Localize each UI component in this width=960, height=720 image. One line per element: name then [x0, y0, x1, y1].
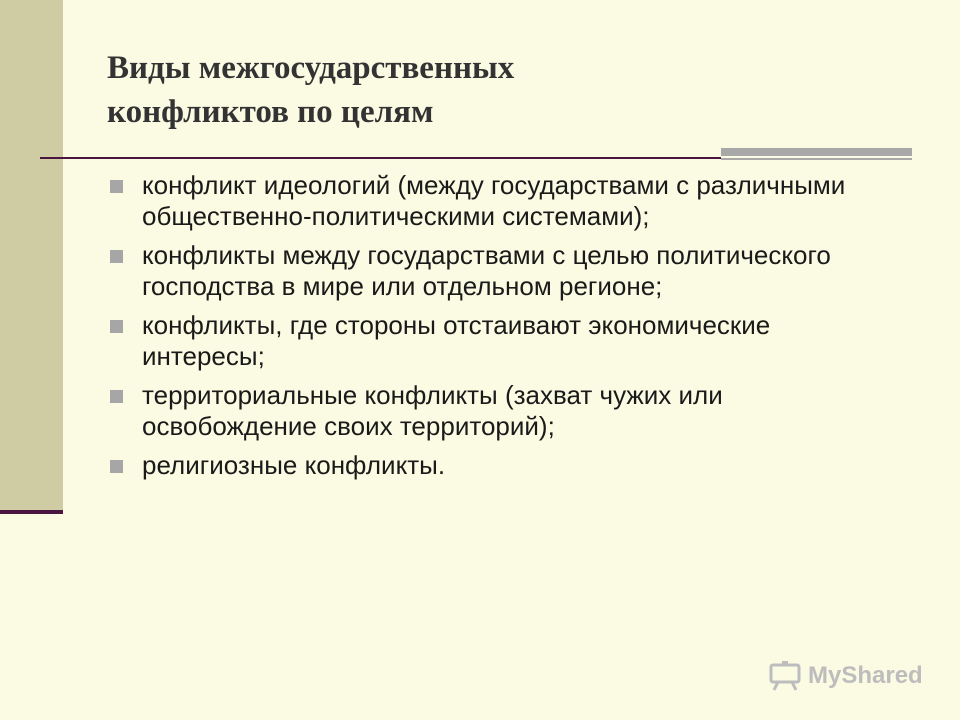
slide-title [107, 46, 887, 134]
list-item [110, 310, 900, 372]
slide-title-line-1: Виды межгосударственных [107, 50, 515, 86]
square-bullet-icon [110, 180, 123, 193]
watermark-text: MyShared [808, 662, 923, 689]
list-item [110, 170, 900, 232]
list-item-text: конфликты между государствами с целью политического господства в мире или отдельном регионе; [142, 240, 831, 301]
left-bar-underline [0, 510, 63, 514]
title-divider-accent [721, 148, 912, 160]
slide-title-line-2: конфликтов по целям [107, 94, 434, 130]
list-item [110, 450, 900, 481]
list-item [110, 240, 900, 302]
watermark-logo [768, 658, 923, 694]
list-item-text: конфликты, где стороны отстаивают экономические интересы; [142, 310, 771, 371]
square-bullet-icon [110, 250, 123, 263]
square-bullet-icon [110, 460, 123, 473]
list-item [110, 380, 900, 442]
list-item-text: территориальные конфликты (захват чужих или освобождение своих территорий); [142, 380, 723, 441]
bullet-list [110, 170, 900, 489]
square-bullet-icon [110, 320, 123, 333]
square-bullet-icon [110, 390, 123, 403]
presentation-board-icon [768, 661, 802, 691]
list-item-text: конфликт идеологий (между государствами с различными общественно-политическими системами); [142, 170, 846, 231]
list-item-text: религиозные конфликты. [142, 450, 446, 480]
left-decorative-bar [0, 0, 63, 512]
